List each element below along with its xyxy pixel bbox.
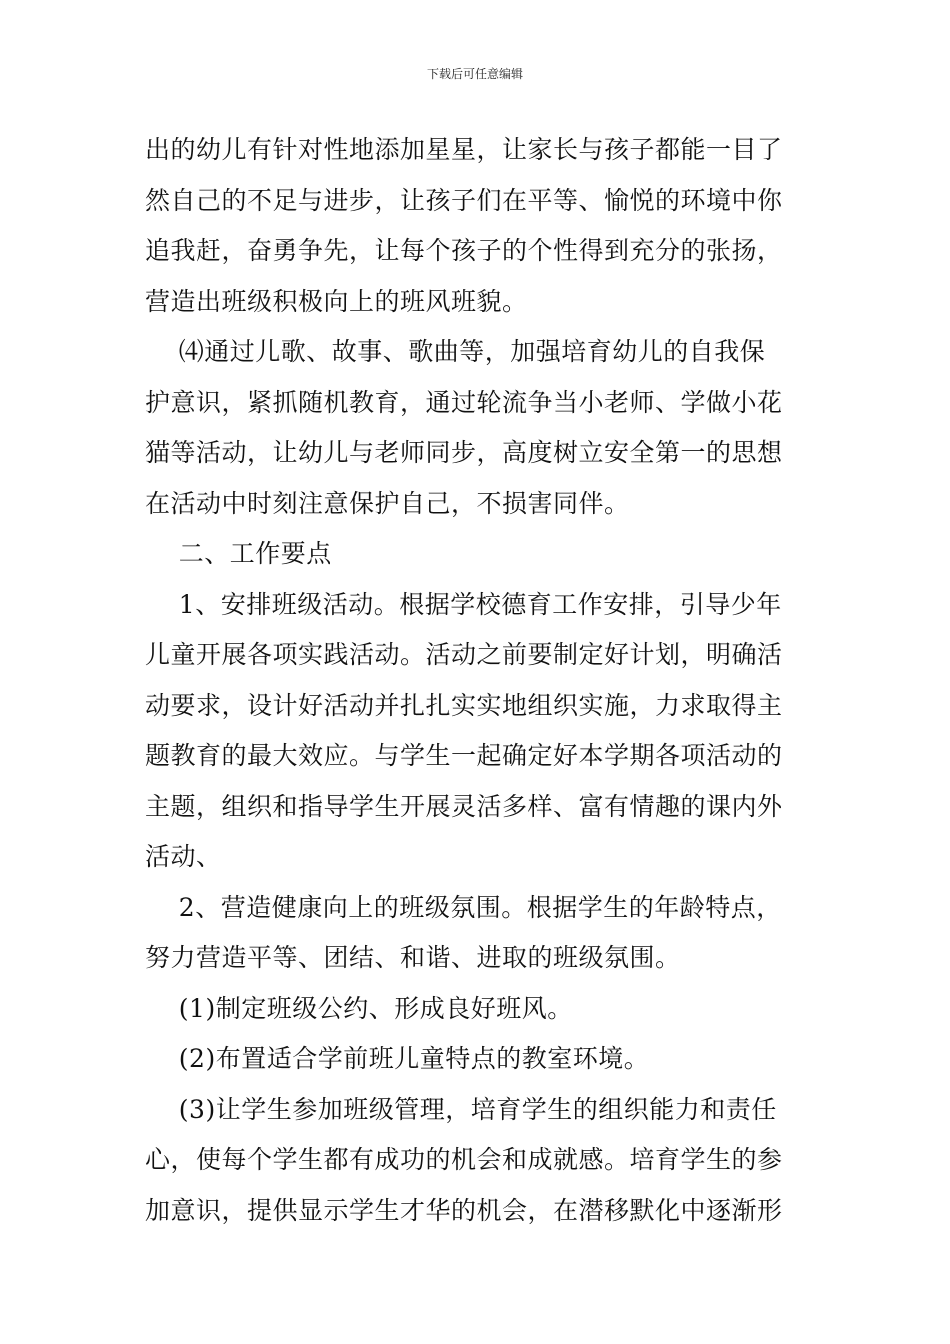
paragraph-class-activities: 1、安排班级活动。根据学校德育工作安排，引导少年 儿童开展各项实践活动。活动之前要制定好计划，明确活 动要求，设计好活动并扎扎实实地组织实施，力求取得主 题教育的最大效应。与学生一起确定好本学期各项活动的 主题，组织和指导学生开展灵活多样、富有情趣的课内外 活动、 xyxy=(145,589,783,871)
paragraph-class-atmosphere: 2、营造健康向上的班级氛围。根据学生的年龄特点， 努力营造平等、团结、和谐、进取的班级氛围。 xyxy=(145,892,782,972)
list-item-class-convention: (1)制定班级公约、形成良好班风。 xyxy=(145,993,573,1023)
section-heading-work-points: 二、工作要点 xyxy=(145,539,332,568)
paragraph-star-rewards: 出的幼儿有针对性地添加星星，让家长与孩子都能一目了 然自己的不足与进步，让孩子们在平等、愉悦的环境中你 追我赶，奋勇争先，让每个孩子的个性得到充分的张扬， 营造出班级积极向上的班风班貌。 xyxy=(145,135,783,316)
page-header-note: 下载后可任意编辑 xyxy=(426,67,523,81)
document-body xyxy=(145,125,815,1236)
list-item-class-management: (3)让学生参加班级管理，培育学生的组织能力和责任 心，使每个学生都有成功的机会和成就感。培育学生的参 加意识，提供显示学生才华的机会，在潜移默化中逐渐形 xyxy=(145,1094,783,1225)
list-item-classroom-environment: (2)布置适合学前班儿童特点的教室环境。 xyxy=(145,1044,650,1073)
paragraph-safety-awareness: ⑷通过儿歌、故事、歌曲等，加强培育幼儿的自我保 护意识，紧抓随机教育，通过轮流争当小老师、学做小花 猫等活动，让幼儿与老师同步，高度树立安全第一的思想 在活动中时刻注意保护自己，不损害同伴。 xyxy=(145,337,783,518)
